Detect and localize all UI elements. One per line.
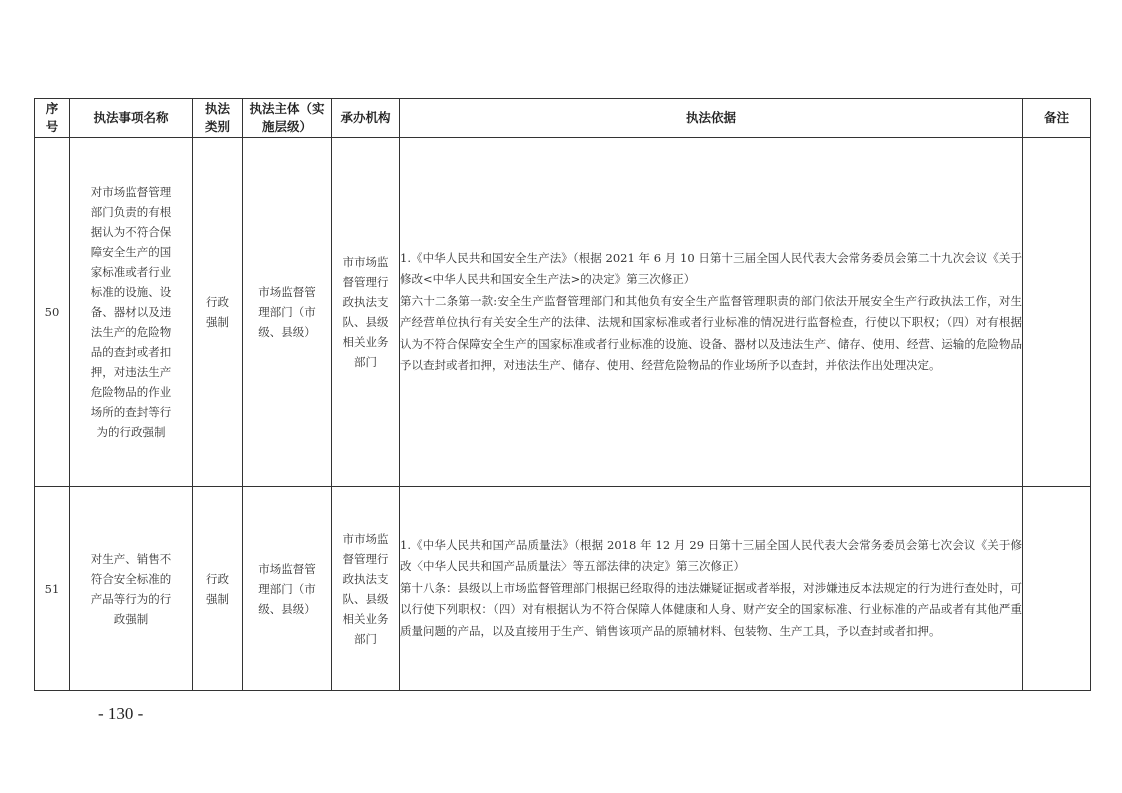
cell-subject: 市场监督管理部门（市级、县级）: [243, 138, 332, 487]
table-row: [35, 487, 1091, 691]
cell-remarks: [1023, 138, 1091, 487]
header-item-name: 执法事项名称: [70, 99, 193, 138]
table-header-row: [35, 99, 1091, 138]
cell-item-name: 对市场监督管理部门负责的有根据认为不符合保障安全生产的国家标准或者行业标准的设施、设备、器材以及违法生产的危险物品的查封或者扣押，对违法生产危险物品的作业场所的查封等行为的行政强制: [70, 138, 193, 487]
header-basis: 执法依据: [400, 99, 1023, 138]
cell-seq: 50: [35, 138, 70, 487]
header-agency: 承办机构: [332, 99, 400, 138]
header-remarks: 备注: [1023, 99, 1091, 138]
cell-subject: 市场监督管理部门（市级、县级）: [243, 487, 332, 691]
basis-article-text: 第六十二条第一款:安全生产监督管理部门和其他负有安全生产监督管理职责的部门依法开展安全生产行政执法工作，对生产经营单位执行有关安全生产的法律、法规和国家标准或者行业标准的情况进行监督检查，行使以下职权；（四）对有根据认为不符合保障安全生产的国家标准或者行业标准的设施、设备、器材以及违法生产、储存、使用、经营、运输的危险物品予以查封或者扣押，对违法生产、储存、使用、经营危险物品的作业场所予以查封，并依法作出处理决定。: [400, 293, 1022, 372]
header-subject: 执法主体（实施层级）: [243, 99, 332, 138]
cell-agency: 市市场监督管理行政执法支队、县级相关业务部门: [332, 487, 400, 691]
cell-basis: [400, 487, 1023, 691]
cell-seq: 51: [35, 487, 70, 691]
basis-law-citation: 1.《中华人民共和国产品质量法》（根据 2018 年 12 月 29 日第十三届全国人民代表大会常务委员会第七次会议《关于修改〈中华人民共和国产品质量法〉等五部法律的决定》第三次修正）: [400, 537, 1022, 574]
cell-category: 行政强制: [193, 487, 243, 691]
enforcement-items-table: [34, 98, 1091, 691]
cell-category: 行政强制: [193, 138, 243, 487]
basis-article-text: 第十八条：县级以上市场监督管理部门根据已经取得的违法嫌疑证据或者举报，对涉嫌违反本法规定的行为进行查处时，可以行使下列职权：（四）对有根据认为不符合保障人体健康和人身、财产安全的国家标准、行业标准的产品或者有其他严重质量问题的产品，以及直接用于生产、销售该项产品的原辅材料、包装物、生产工具，予以查封或者扣押。: [400, 580, 1022, 638]
header-seq: 序号: [35, 99, 70, 138]
basis-law-citation: 1.《中华人民共和国安全生产法》（根据 2021 年 6 月 10 日第十三届全国人民代表大会常务委员会第二十九次会议《关于修改<中华人民共和国安全生产法>的决定》第三次修正）: [400, 250, 1022, 286]
cell-basis: [400, 138, 1023, 487]
page-number: - 130 -: [98, 704, 144, 723]
cell-remarks: [1023, 487, 1091, 691]
cell-item-name: 对生产、销售不符合安全标准的产品等行为的行政强制: [70, 487, 193, 691]
header-category: 执法类别: [193, 99, 243, 138]
cell-agency: 市市场监督管理行政执法支队、县级相关业务部门: [332, 138, 400, 487]
table-row: [35, 138, 1091, 487]
